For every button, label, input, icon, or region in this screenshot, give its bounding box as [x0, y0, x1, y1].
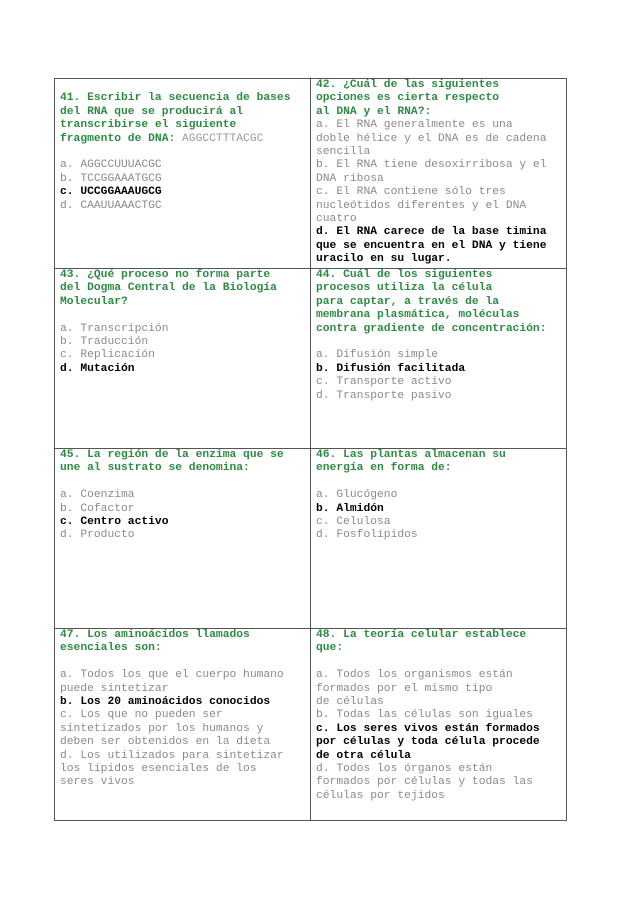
- question-cell-42: [311, 79, 567, 269]
- question-text-41: 41. Escribir la secuencia de bases del RNA que se producirá al transcribirse el siguiente fragmento de DNA: AGGCCTTTACGC: [60, 92, 291, 145]
- options-list: [60, 669, 306, 790]
- options-list: [60, 323, 306, 377]
- question-cell-41: [55, 79, 311, 269]
- question-text-47: 47. Los aminoácidos llamados esenciales son:: [60, 629, 250, 655]
- options-list: [60, 489, 306, 543]
- options-list: [60, 159, 306, 213]
- correct-answer-option: c. Centro activo: [60, 516, 169, 529]
- table-row: [55, 629, 567, 821]
- answer-option: a. Glucógeno: [316, 489, 398, 502]
- table-row: [55, 449, 567, 629]
- question-cell-43: [55, 269, 311, 449]
- quiz-sheet: [54, 78, 567, 821]
- answer-option: a. Transcripción: [60, 322, 169, 335]
- answer-option: d. Todos los órganos están formados por células y todas las células por tejidos: [316, 763, 533, 802]
- answer-option: d. Transporte pasivo: [316, 389, 452, 402]
- answer-option: a. Todos los que el cuerpo humano puede sintetizar: [60, 669, 284, 695]
- answer-option: a. El RNA generalmente es una doble hélice y el DNA es de cadena sencilla: [316, 119, 547, 159]
- options-list: [316, 349, 562, 403]
- question-cell-46: [311, 449, 567, 629]
- table-row: [55, 269, 567, 449]
- answer-option: d. CAAUUAAACTGC: [60, 199, 162, 212]
- question-text-44: 44. Cuál de los siguientes procesos utiliza la célula para captar, a través de la membrana plasmática, moléculas contra gradiente de concentración:: [316, 269, 547, 335]
- answer-option: d. Producto: [60, 529, 135, 542]
- question-text-42: 42. ¿Cuál de las siguientes opciones es cierta respecto al DNA y el RNA?:: [316, 79, 500, 118]
- answer-option: b. Todas las células son iguales: [316, 709, 533, 722]
- correct-answer-option: c. Los seres vivos están formados por células y toda célula procede de otra célula: [316, 722, 540, 762]
- question-text-46: 46. Las plantas almacenan su energía en forma de:: [316, 449, 506, 475]
- options-list: [316, 119, 562, 266]
- options-list: [316, 489, 562, 543]
- answer-option: c. Celulosa: [316, 516, 391, 529]
- answer-option: d. Fosfolípidos: [316, 529, 418, 542]
- question-table: [54, 78, 567, 821]
- answer-option: b. Traducción: [60, 336, 149, 349]
- answer-option: c. Transporte activo: [316, 376, 452, 389]
- answer-option: c. Replicación: [60, 349, 155, 362]
- answer-option: a. Coenzima: [60, 489, 135, 502]
- answer-option: c. Los que no pueden ser sintetizados por los humanos y deben ser obtenidos en la dieta: [60, 709, 271, 749]
- correct-answer-option: b. Almidón: [316, 502, 384, 515]
- answer-option: b. TCCGGAAATGCG: [60, 172, 162, 185]
- answer-option: d. Los utilizados para sintetizar los lípidos esenciales de los seres vivos: [60, 749, 284, 789]
- correct-answer-option: d. Mutación: [60, 362, 135, 375]
- answer-option: b. Cofactor: [60, 502, 135, 515]
- question-cell-47: [55, 629, 311, 821]
- question-text-45: 45. La región de la enzima que se une al sustrato se denomina:: [60, 449, 284, 475]
- dna-sequence: AGGCCTTTACGC: [182, 132, 264, 145]
- table-row: [55, 79, 567, 269]
- question-cell-44: [311, 269, 567, 449]
- correct-answer-option: d. El RNA carece de la base timina que se encuentra en el DNA y tiene uracilo en su lugar.: [316, 226, 547, 266]
- answer-option: a. Todos los organismos están formados por el mismo tipo de células: [316, 669, 513, 709]
- options-list: [316, 669, 562, 803]
- answer-option: b. El RNA tiene desoxirribosa y el DNA ribosa: [316, 159, 547, 185]
- question-cell-48: [311, 629, 567, 821]
- question-text-43: 43. ¿Qué proceso no forma parte del Dogma Central de la Biología Molecular?: [60, 269, 277, 308]
- answer-option: a. AGGCCUUUACGC: [60, 159, 162, 172]
- question-cell-45: [55, 449, 311, 629]
- correct-answer-option: c. UCCGGAAAUGCG: [60, 186, 162, 199]
- correct-answer-option: b. Difusión facilitada: [316, 362, 466, 375]
- question-text-48: 48. La teoría celular establece que:: [316, 629, 527, 655]
- correct-answer-option: b. Los 20 aminoácidos conocidos: [60, 696, 271, 709]
- answer-option: a. Difusión simple: [316, 349, 439, 362]
- answer-option: c. El RNA contiene sólo tres nucleótidos diferentes y el DNA cuatro: [316, 186, 527, 226]
